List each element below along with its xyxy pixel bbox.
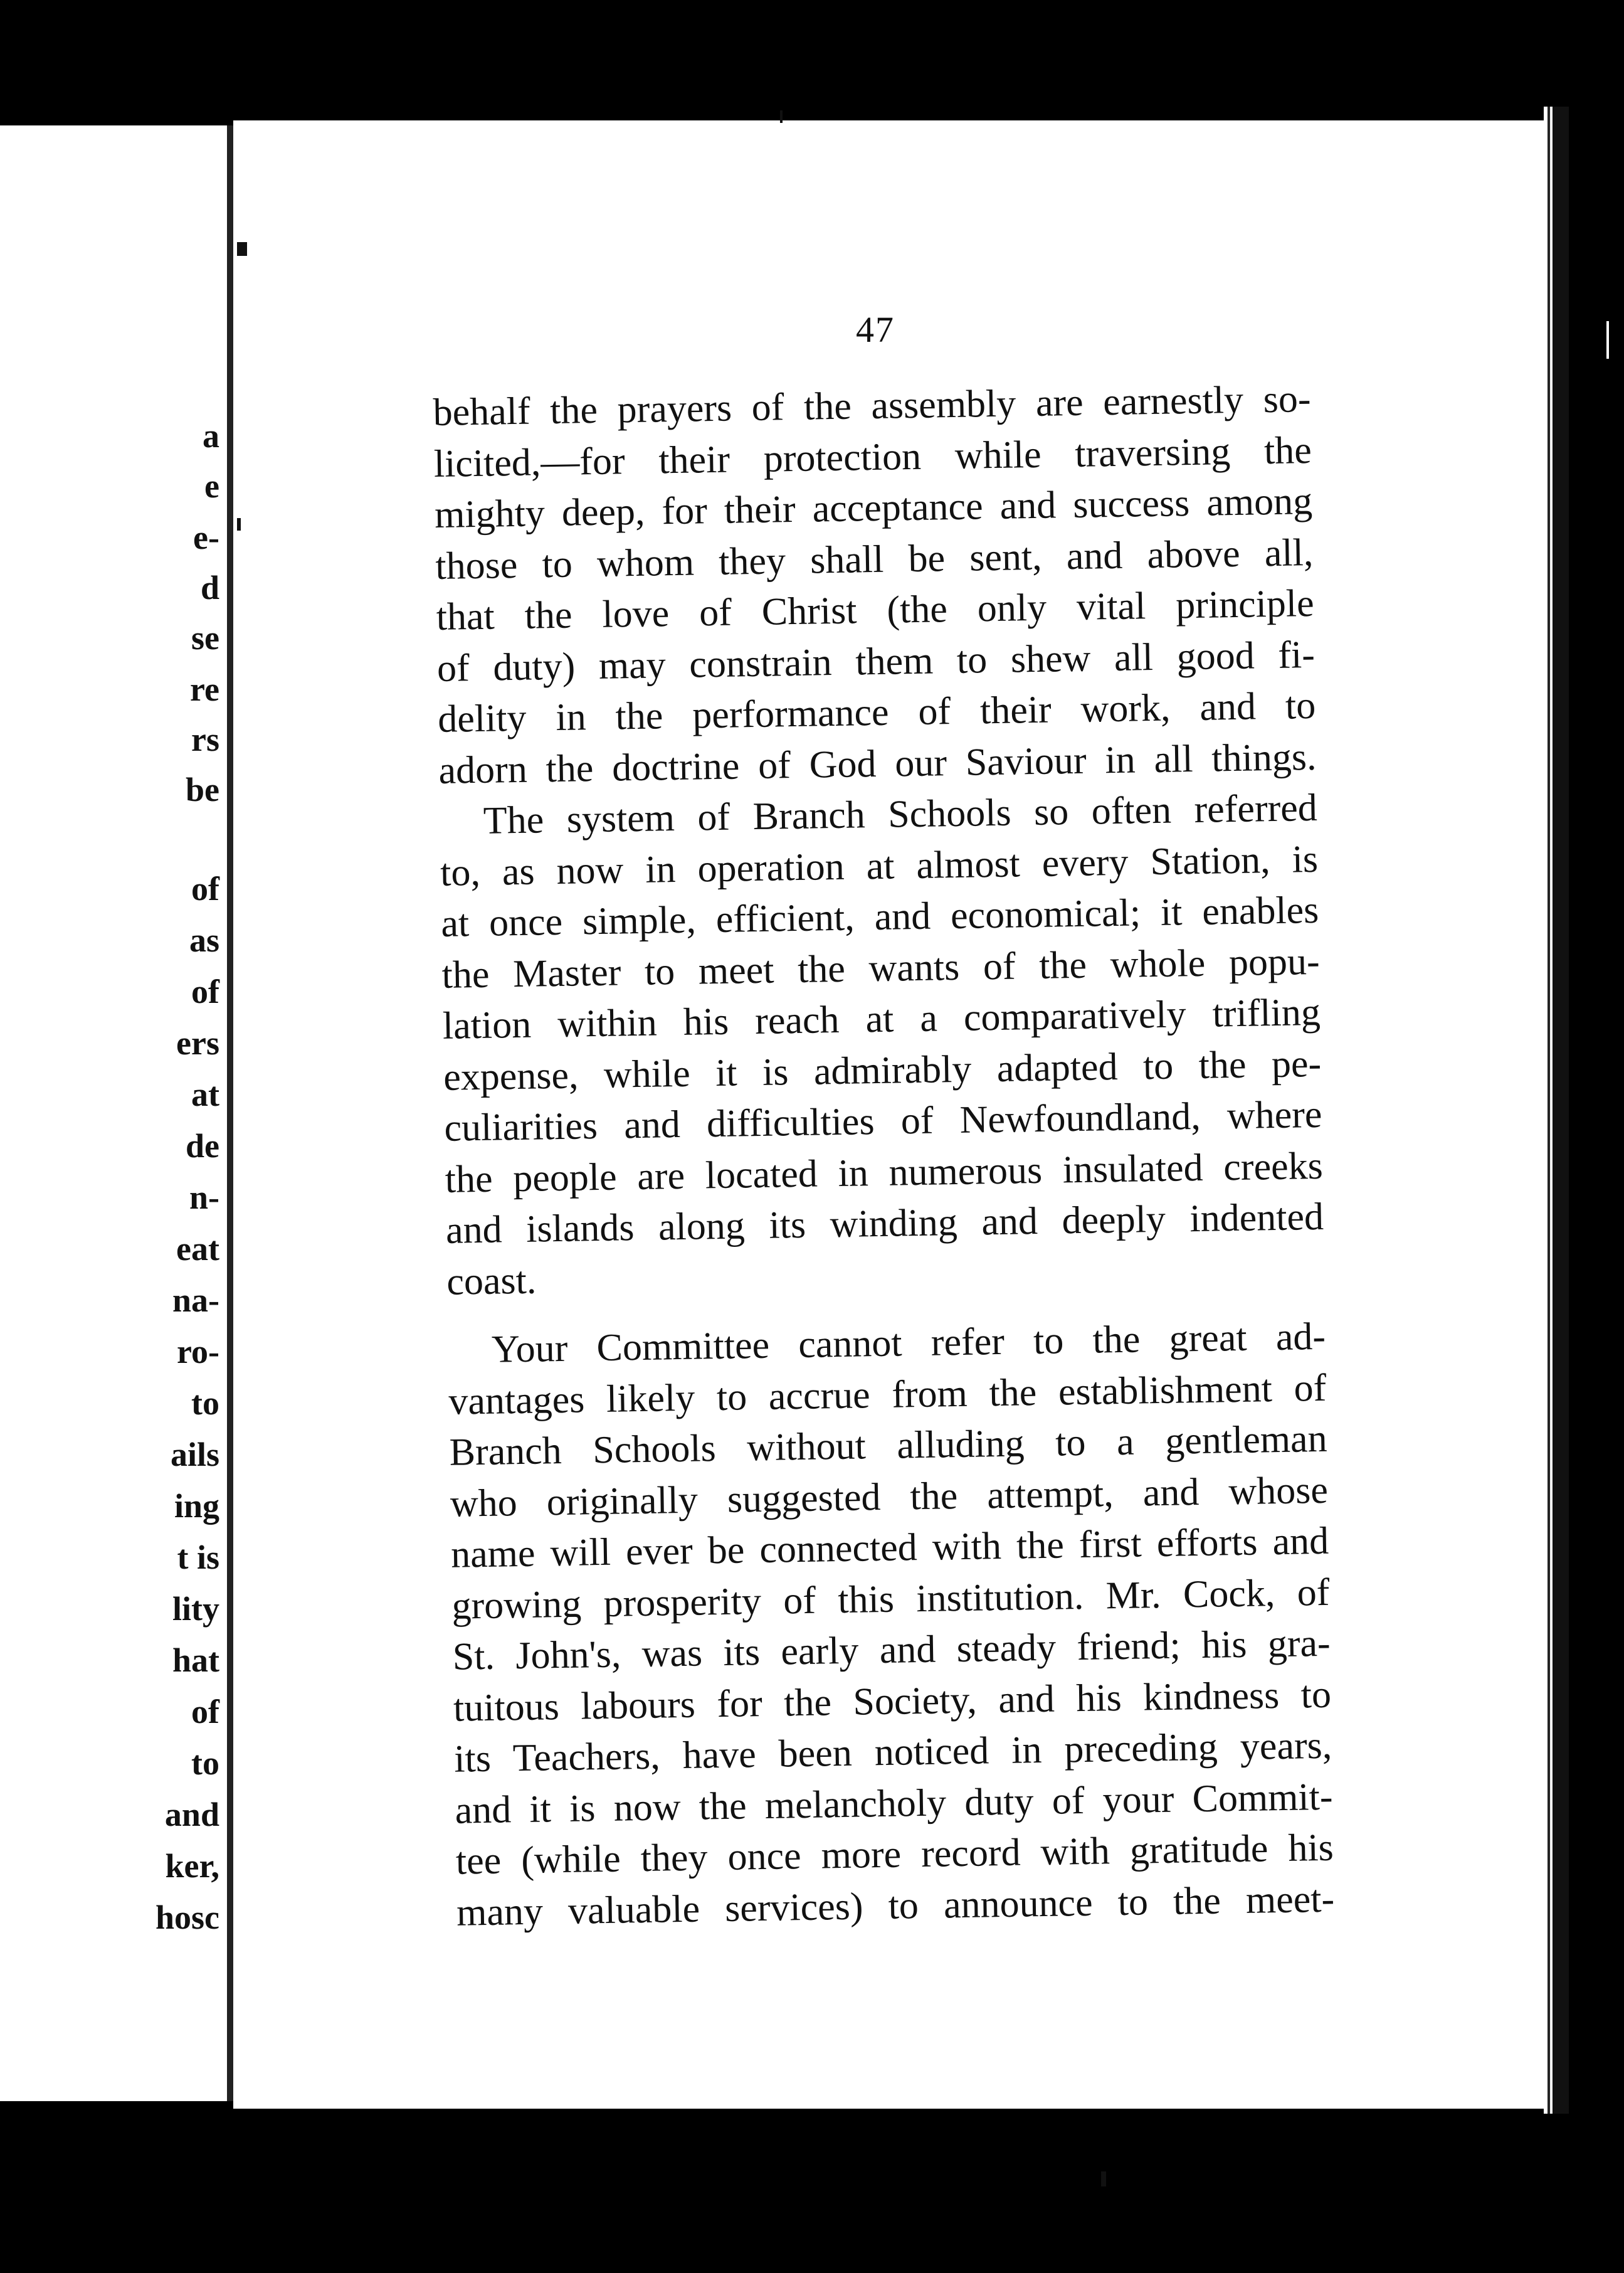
left-fragment: eat: [176, 1230, 219, 1268]
left-fragment: d: [200, 569, 219, 607]
text-line: Branch Schools without alluding to a gentleman: [449, 1417, 1328, 1474]
text-line: to, as now in operation at almost every Station, is: [440, 837, 1319, 894]
left-fragment: de: [186, 1127, 219, 1165]
text-line: tuitous labours for the Society, and his kindness to: [453, 1673, 1332, 1730]
left-fragment: of: [191, 870, 219, 908]
left-fragment: rs: [191, 721, 219, 758]
left-fragment: n-: [189, 1179, 219, 1216]
scan-mark: [1101, 2171, 1106, 2186]
text-line: mighty deep, for their acceptance and success among: [434, 479, 1313, 536]
text-line: behalf the prayers of the assembly are earnestly so-: [433, 378, 1311, 434]
text-line: St. John's, was its early and steady friend; his gra-: [452, 1621, 1331, 1678]
text-line: and it is now the melancholy duty of your Commit-: [455, 1775, 1333, 1832]
left-fragment: of: [191, 973, 219, 1010]
text-line: its Teachers, have been noticed in preceding years,: [453, 1724, 1332, 1781]
left-fragment: ails: [170, 1436, 219, 1473]
text-line: licited,—for their protection while traversing the: [433, 428, 1312, 485]
text-line: vantages likely to accrue from the establishment of: [448, 1366, 1327, 1423]
text-line: growing prosperity of this institution. Mr. Cock, of: [451, 1571, 1330, 1628]
text-line: expense, while it is admirably adapted to the pe-: [443, 1042, 1322, 1099]
left-fragment: and: [164, 1796, 219, 1833]
left-fragment: na-: [172, 1281, 219, 1319]
text-line: of duty) may constrain them to shew all good fi-: [436, 633, 1316, 690]
scan-mark: [237, 242, 247, 256]
left-fragment: ers: [176, 1024, 219, 1062]
book-gutter: [227, 125, 233, 2101]
text-line: those to whom they shall be sent, and above all,: [435, 531, 1314, 588]
left-fragment: of: [191, 1693, 219, 1730]
scan-mark: [237, 518, 241, 531]
left-fragment: be: [186, 771, 219, 808]
scan-mark: [780, 110, 783, 123]
left-fragment: to: [191, 1384, 219, 1422]
left-fragment: a: [203, 417, 219, 455]
left-fragment: hosc: [155, 1899, 219, 1936]
text-line: name will ever be connected with the first efforts and: [450, 1519, 1329, 1576]
left-page: [0, 125, 232, 2101]
left-fragment: re: [190, 670, 219, 708]
text-line: adorn the doctrine of God our Saviour in all things.: [438, 735, 1317, 792]
left-fragment: lity: [172, 1590, 219, 1628]
text-line: Your Committee cannot refer to the great ad-: [491, 1315, 1326, 1371]
text-line: that the love of Christ (the only vital principle: [436, 581, 1315, 638]
text-line: lation within his reach at a comparatively trifling: [442, 990, 1321, 1047]
page-edge: [1544, 107, 1569, 2114]
text-line: at once simple, efficient, and economical; it enables: [440, 888, 1319, 945]
scan-mark: [1606, 321, 1609, 359]
text-line: culiarities and difficulties of Newfoundland, where: [444, 1093, 1322, 1150]
left-fragment: hat: [172, 1641, 219, 1679]
page-number: 47: [856, 309, 895, 350]
text-line: who originally suggested the attempt, and whose: [450, 1468, 1329, 1525]
page-body-text: [433, 374, 1335, 1939]
left-fragment: ro-: [177, 1333, 219, 1370]
text-line: and islands along its winding and deeply indented: [445, 1195, 1324, 1252]
text-line: tee (while they once more record with gratitude his: [455, 1826, 1334, 1883]
text-line: the people are located in numerous insulated creeks: [445, 1144, 1324, 1201]
text-line: the Master to meet the wants of the whole popu-: [441, 940, 1321, 997]
text-line: many valuable services) to announce to the meet-: [456, 1877, 1335, 1934]
text-line: delity in the performance of their work, and to: [437, 684, 1316, 741]
left-fragment: as: [189, 921, 219, 959]
left-fragment: e-: [193, 519, 219, 556]
text-line: coast.: [446, 1259, 537, 1303]
left-fragment: ing: [174, 1487, 219, 1525]
left-fragment: se: [191, 619, 219, 657]
left-fragment: e: [204, 467, 219, 505]
left-fragment: ker,: [165, 1847, 219, 1885]
left-fragment: t is: [177, 1539, 219, 1576]
left-fragment: to: [191, 1744, 219, 1782]
text-line: The system of Branch Schools so often referred: [483, 786, 1318, 842]
left-fragment: at: [191, 1076, 219, 1113]
